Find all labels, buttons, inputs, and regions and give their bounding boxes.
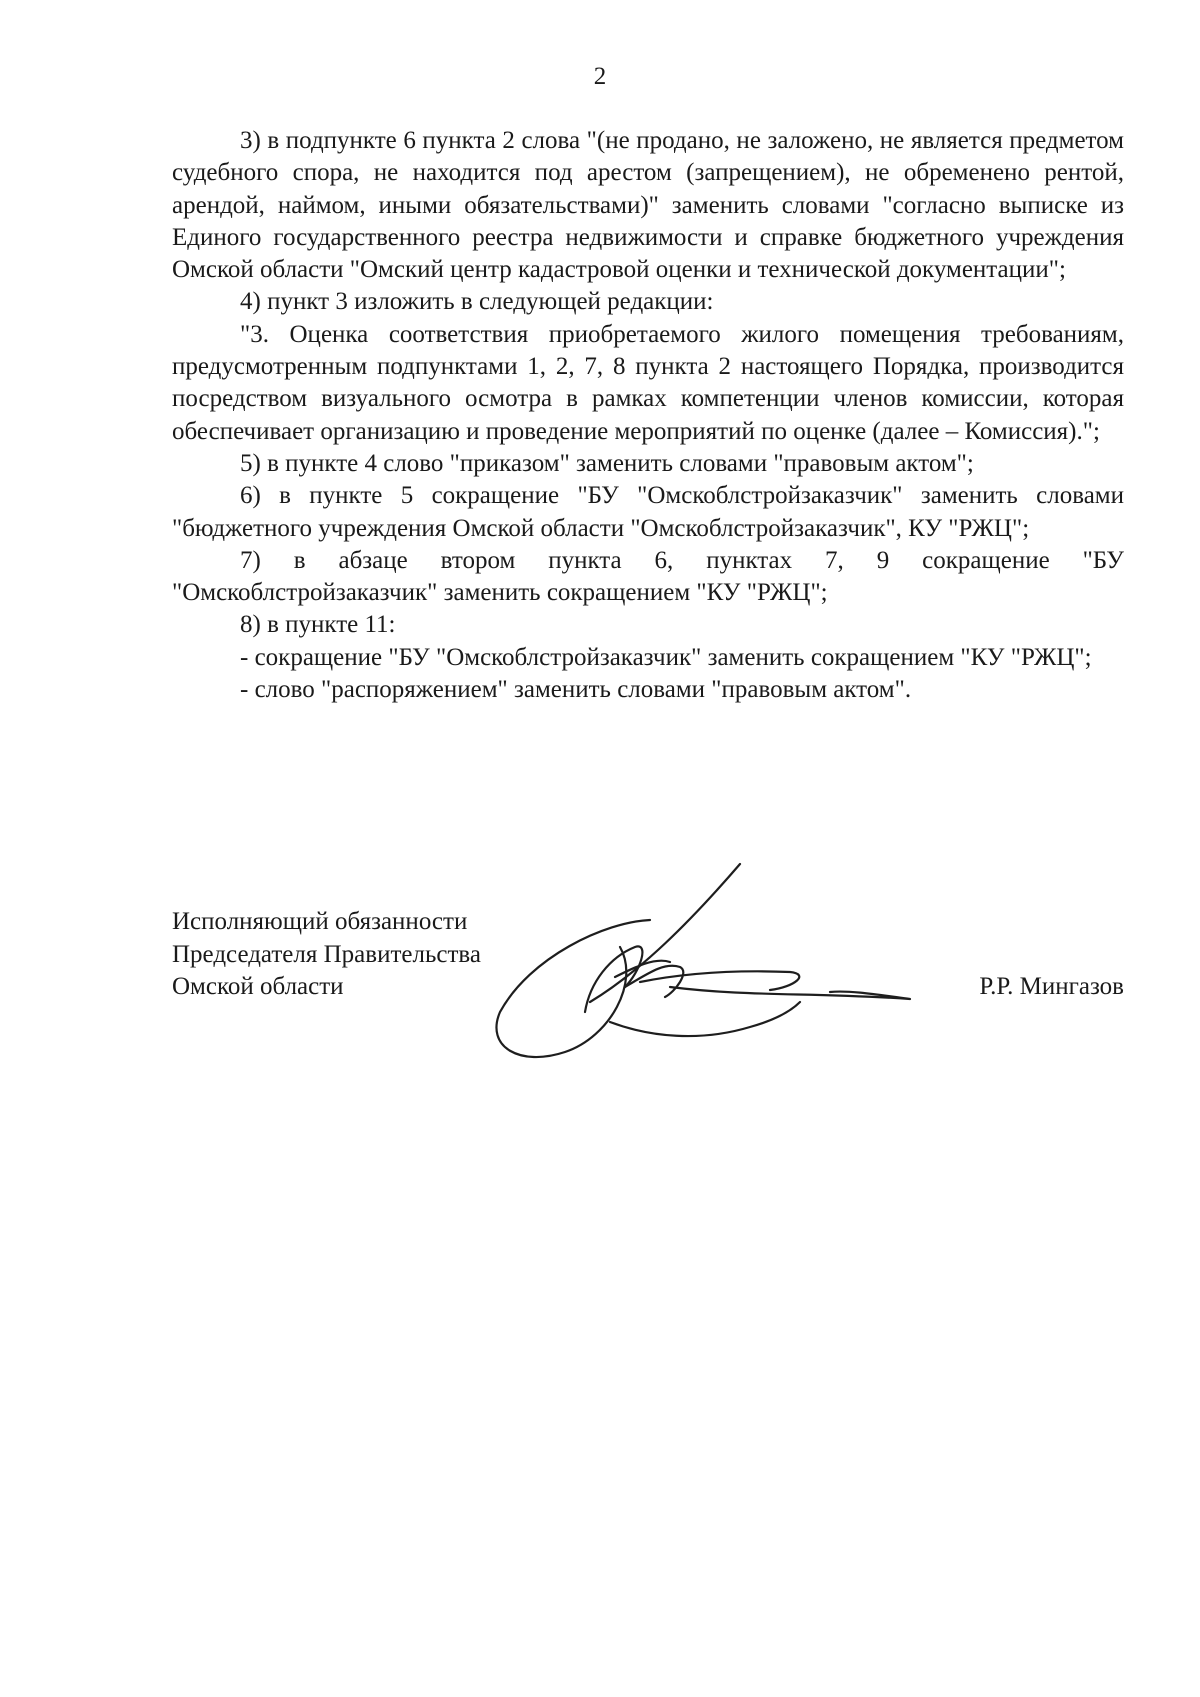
signatory-title-line: Председателя Правительства (172, 940, 481, 968)
signatory-title-line: Исполняющий обязанности (172, 908, 468, 935)
document-body (172, 125, 1124, 706)
paragraph-new-clause-3: "3. Оценка соответствия приобретаемого жилого помещения требованиям, предусмотренным подпунктами 1, 2, 7, 8 пункта 2 настоящего Порядка, производится посредством визуального осмотра в рамках компетенции членов комиссии, которая обеспечивает организацию и проведение мероприятий по оценке (далее – Комиссия)."; (172, 320, 1124, 445)
paragraph-item-7: 7) в абзаце втором пункта 6, пунктах 7, 9 сокращение "БУ "Омскоблстройзаказчик" заменить сокращением "КУ "РЖЦ"; (172, 546, 1124, 607)
handwritten-signature (490, 862, 950, 1082)
paragraph-item-6: 6) в пункте 5 сокращение "БУ "Омскоблстройзаказчик" заменить словами "бюджетного учреждения Омской области "Омскоблстройзаказчик", КУ "РЖЦ"; (172, 482, 1124, 542)
signatory-name: Р.Р. Мингазов (979, 973, 1124, 1000)
paragraph-item-8-dash-1: - сокращение "БУ "Омскоблстройзаказчик" заменить сокращением "КУ "РЖЦ"; (240, 643, 1092, 671)
paragraph-item-8-dash-2: - слово "распоряжением" заменить словами "правовым актом". (240, 676, 912, 704)
signatory-title-line: Омской области (172, 973, 344, 1000)
paragraph-item-8: 8) в пункте 11: (240, 611, 396, 639)
paragraph-item-4: 4) пункт 3 изложить в следующей редакции: (240, 288, 714, 316)
page-number: 2 (593, 63, 607, 90)
paragraph-item-3: 3) в подпункте 6 пункта 2 слова "(не продано, не заложено, не является предметом судебного спора, не находится под арестом (запрещением), не обременено рентой, арендой, наймом, иными обязательствами)" заменить словами "согласно выписке из Единого государственного реестра недвижимости и справке бюджетного учреждения Омской области "Омский центр кадастровой оценки и технической документации"; (172, 127, 1124, 284)
paragraph-item-5: 5) в пункте 4 слово "приказом" заменить словами "правовым актом"; (240, 449, 974, 477)
